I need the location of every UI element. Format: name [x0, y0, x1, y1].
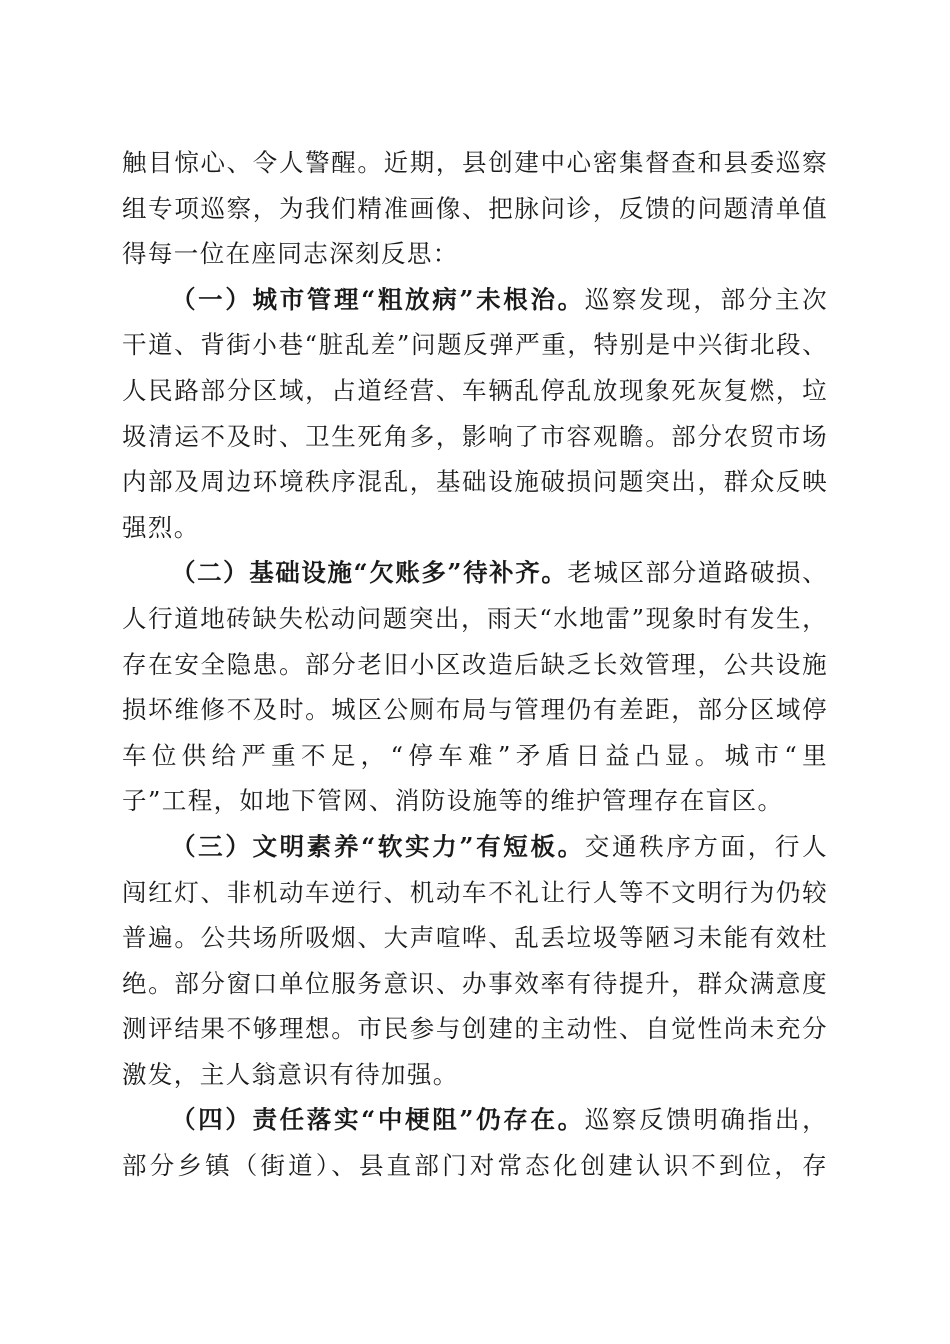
text-line: 测评结果不够理想。市民参与创建的主动性、自觉性尚未充分	[122, 1014, 828, 1044]
text-line: 内部及周边环境秩序混乱，基础设施破损问题突出，群众反映	[122, 467, 828, 497]
paragraph-section-3	[122, 824, 828, 1098]
text-line: 触目惊心、令人警醒。近期，县创建中心密集督查和县委巡察	[122, 148, 828, 177]
text-line: 车位供给严重不足，“停车难”矛盾日益凸显。城市“里	[122, 740, 828, 770]
text-line: 损坏维修不及时。城区公厕布局与管理仍有差距，部分区域停	[122, 695, 828, 725]
section-heading-1: （一）城市管理“粗放病”未根治。	[171, 284, 585, 314]
text-line: 普遍。公共场所吸烟、大声喧哗、乱丢垃圾等陋习未能有效杜	[122, 923, 828, 953]
paragraph-intro	[122, 140, 828, 277]
text-segment: 交通秩序方面，行人	[584, 831, 828, 861]
text-line-first	[122, 1097, 828, 1143]
text-line: 得每一位在座同志深刻反思：	[122, 239, 459, 269]
text-segment: 巡察反馈明确指出，	[584, 1105, 828, 1135]
text-line: 强烈。	[122, 512, 200, 542]
text-line-first	[122, 824, 828, 870]
paragraph-section-2	[122, 550, 828, 824]
text-line: 部分乡镇（街道）、县直部门对常态化创建认识不到位，存	[122, 1151, 828, 1181]
text-line: 激发，主人翁意识有待加强。	[122, 1059, 459, 1089]
text-line: 人民路部分区域，占道经营、车辆乱停乱放现象死灰复燃，垃	[122, 375, 828, 405]
document-body	[122, 140, 828, 1189]
section-heading-3: （三）文明素养“软实力”有短板。	[171, 831, 585, 861]
text-segment: 老城区部分道路破损、	[567, 558, 828, 588]
section-heading-4: （四）责任落实“中梗阻”仍存在。	[171, 1105, 585, 1135]
text-line: 子”工程，如地下管网、消防设施等的维护管理存在盲区。	[122, 786, 784, 816]
paragraph-section-1	[122, 277, 828, 551]
text-segment: 巡察发现，部分主次	[584, 284, 828, 314]
text-line-first	[122, 277, 828, 323]
text-line: 圾清运不及时、卫生死角多，影响了市容观瞻。部分农贸市场	[122, 421, 828, 451]
text-line: 人行道地砖缺失松动问题突出，雨天“水地雷”现象时有发生，	[122, 603, 828, 633]
text-line: 闯红灯、非机动车逆行、机动车不礼让行人等不文明行为仍较	[122, 877, 828, 907]
text-line: 绝。部分窗口单位服务意识、办事效率有待提升，群众满意度	[122, 968, 828, 998]
paragraph-section-4	[122, 1097, 828, 1188]
text-line-first	[122, 550, 828, 596]
section-heading-2: （二）基础设施“欠账多”待补齐。	[171, 558, 568, 588]
text-line: 组专项巡察，为我们精准画像、把脉问诊，反馈的问题清单值	[122, 193, 828, 223]
text-line: 存在安全隐患。部分老旧小区改造后缺乏长效管理，公共设施	[122, 649, 828, 679]
text-line: 干道、背街小巷“脏乱差”问题反弹严重，特别是中兴街北段、	[122, 330, 828, 360]
